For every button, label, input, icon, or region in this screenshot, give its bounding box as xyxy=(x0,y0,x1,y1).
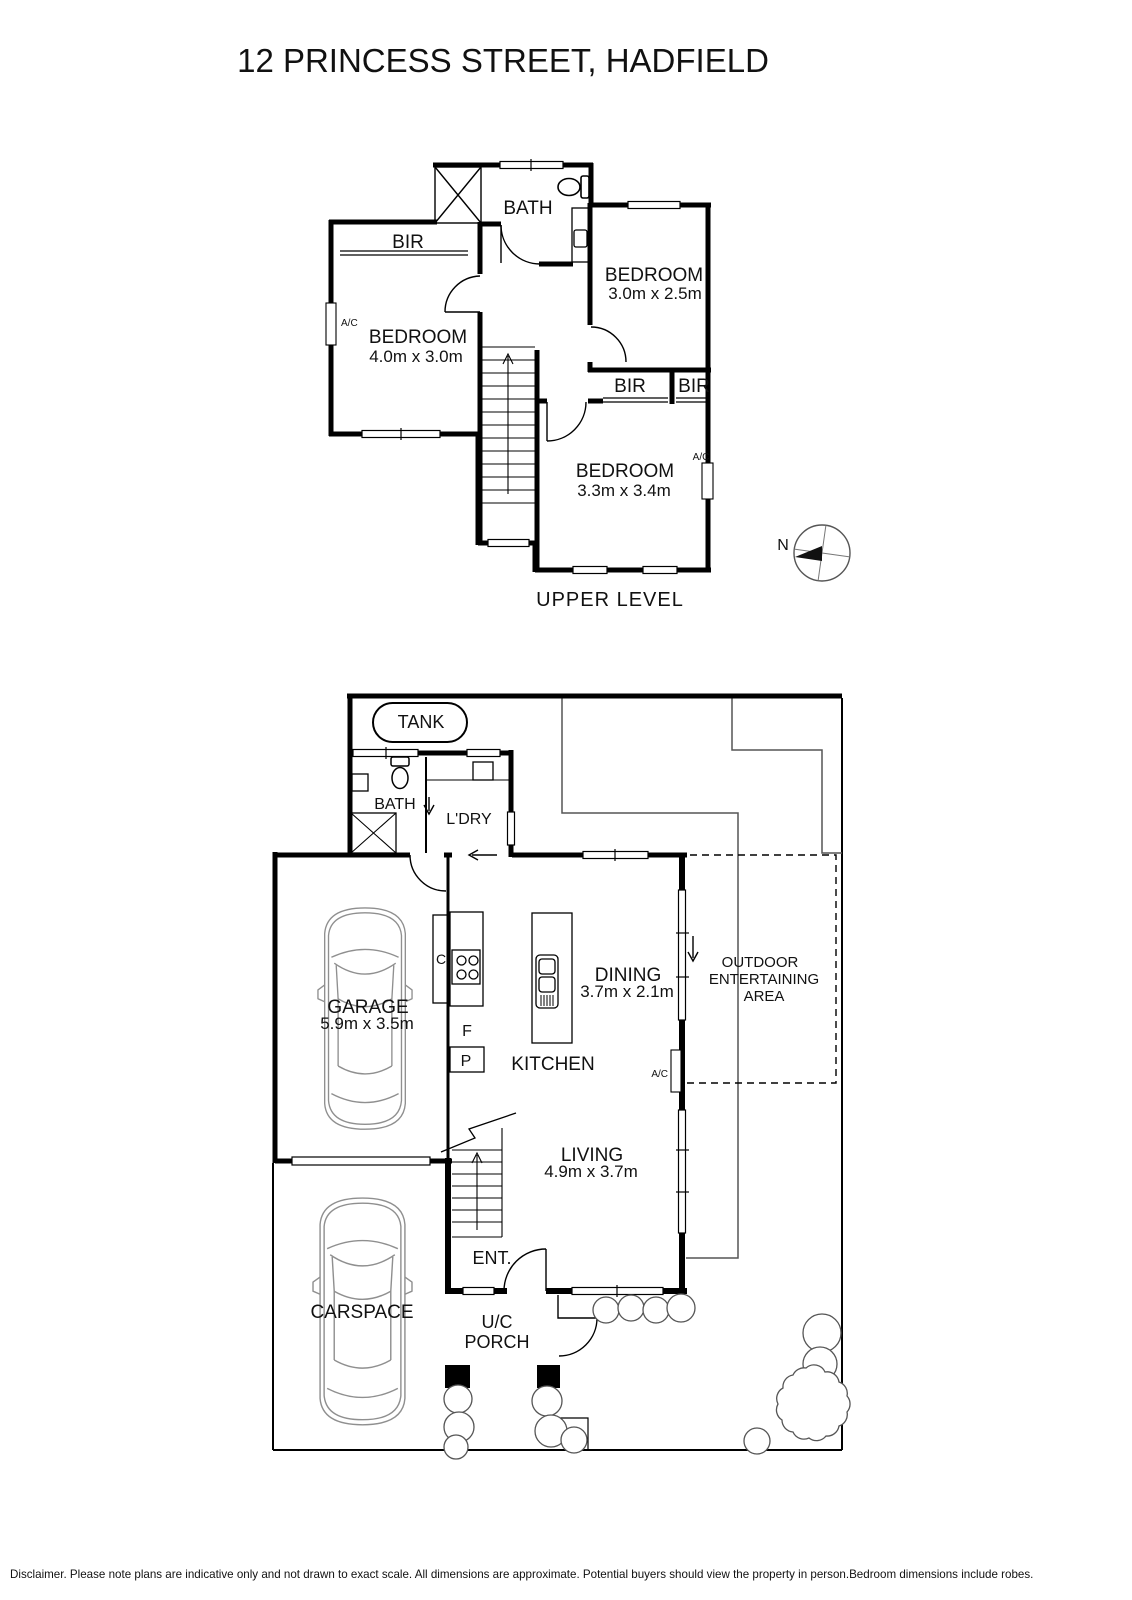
kitchen-label: KITCHEN xyxy=(511,1054,595,1075)
ground-stairs xyxy=(441,1113,516,1237)
ac-unit-ground xyxy=(671,1050,681,1092)
ac-right-label: A/C xyxy=(692,452,710,463)
toilet-upper-icon xyxy=(558,176,589,198)
living-dims: 4.9m x 3.7m xyxy=(544,1162,638,1181)
tank-label: TANK xyxy=(397,712,445,732)
kitchen-joinery xyxy=(433,912,572,1072)
entry-label: ENT. xyxy=(472,1248,512,1268)
bedroom-front-name: BEDROOM xyxy=(368,327,468,348)
dining-dims: 3.7m x 2.1m xyxy=(580,982,674,1001)
bedroom-rear-dims: 3.3m x 3.4m xyxy=(577,481,671,500)
porch-label-2: PORCH xyxy=(464,1332,530,1352)
upper-level-plan xyxy=(326,159,713,611)
laundry-label: L'DRY xyxy=(446,811,492,828)
bedroom-right-dims: 3.0m x 2.5m xyxy=(608,284,702,303)
bath-ground-label: BATH xyxy=(374,796,416,813)
dining-name: DINING xyxy=(594,965,662,986)
pantry-label: P xyxy=(460,1053,472,1070)
porch-post-right xyxy=(537,1365,560,1388)
carspace-label: CARSPACE xyxy=(310,1302,414,1323)
upper-stairs xyxy=(482,347,535,503)
bir-rear1-label: BIR xyxy=(614,376,646,397)
ac-ground-label: A/C xyxy=(651,1069,668,1080)
bir-front-label: BIR xyxy=(392,232,424,253)
garage-dims: 5.9m x 3.5m xyxy=(320,1014,414,1033)
compass-north-label: N xyxy=(777,537,789,554)
upper-linen-cupboard xyxy=(435,167,481,223)
bedroom-front-dims: 4.0m x 3.0m xyxy=(369,347,463,366)
bedroom-rear-name: BEDROOM xyxy=(575,461,675,482)
upper-level-caption: UPPER LEVEL xyxy=(536,589,684,611)
upper-walls xyxy=(329,163,711,572)
bir-rear2-label: BIR xyxy=(678,376,710,397)
garage-name: GARAGE xyxy=(327,997,409,1018)
compass-needle-icon xyxy=(795,546,822,561)
living-name: LIVING xyxy=(560,1145,624,1166)
compass xyxy=(777,525,850,581)
page-title: 12 PRINCESS STREET, HADFIELD xyxy=(237,42,769,79)
bath-upper-label: BATH xyxy=(503,198,553,219)
cooktop-label: C xyxy=(435,951,447,967)
fridge-label: F xyxy=(462,1023,472,1040)
ac-left-label: A/C xyxy=(341,318,358,329)
vanity-upper-icon xyxy=(572,208,590,262)
disclaimer-text: Disclaimer. Please note plans are indicative only and not drawn to exact scale. All dimensions are approximate. Potential buyers should view the property in person.Bedroom dimensions include robes. xyxy=(10,1568,1034,1581)
bedroom-right-name: BEDROOM xyxy=(604,265,704,286)
outdoor-label-2: ENTERTAINING xyxy=(708,971,820,988)
outdoor-label-1: OUTDOOR xyxy=(721,954,799,971)
outdoor-label-3: AREA xyxy=(743,988,785,1005)
porch-label-1: U/C xyxy=(481,1312,513,1332)
ground-level-plan xyxy=(273,694,850,1459)
